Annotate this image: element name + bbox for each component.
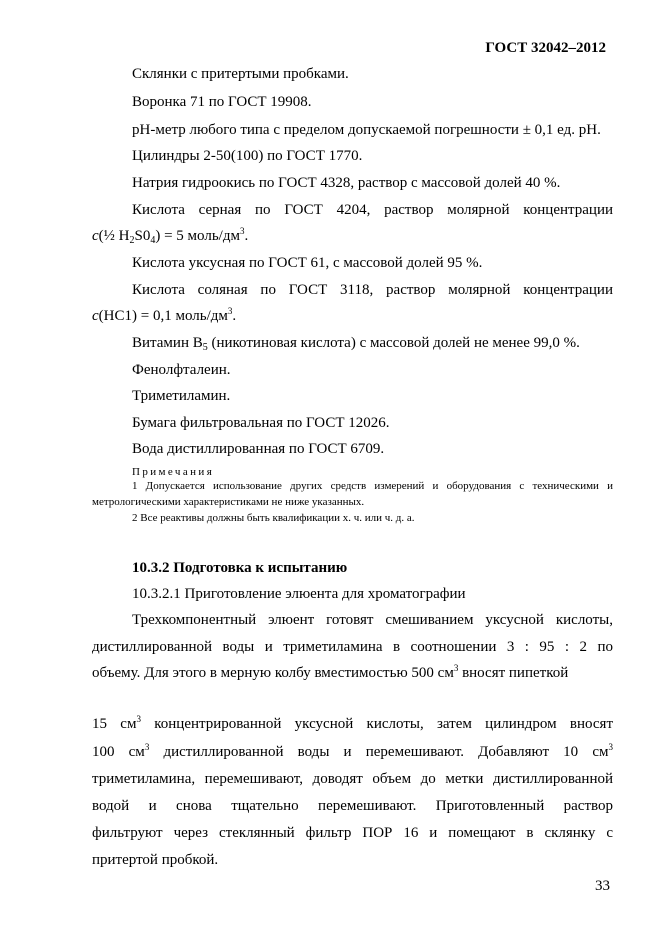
paragraph-line: триметиламина, перемешивают, доводят объем до метки дистиллированной [92,771,613,787]
list-item-continuation: c(HC1) = 0,1 моль/$дм^3$. [92,306,237,324]
document-header: ГОСТ 32042–2012 [485,40,606,56]
paragraph-line: 15 $см^3$ концентрированной уксусной кислоты, затем цилиндром вносят [92,714,613,732]
note-item: 1 Допускается использование других средств измерений и оборудования с техническими и [132,480,613,492]
subsection-heading: 10.3.2.1 Приготовление элюента для хроматографии [132,586,466,602]
section-heading: 10.3.2 Подготовка к испытанию [132,560,348,576]
list-item: pH-метр любого типа с пределом допускаемой погрешности ± 0,1 ед. pH. [132,122,601,138]
list-item: Витамин $B_5$ (никотиновая кислота) с массовой долей не менее 99,0 %. [132,335,580,353]
paragraph-line: фильтруют через стеклянный фильтр ПОР 16 и помещают в склянку с [92,825,613,841]
paragraph-line: 100 $см^3$ дистиллированной воды и перемешивают. Добавляют 10 $см^3$ [92,742,613,760]
list-item: Воронка 71 по ГОСТ 19908. [132,94,312,110]
list-item: Кислота серная по ГОСТ 4204, раствор молярной концентрации [132,202,613,218]
list-item: Кислота уксусная по ГОСТ 61, с массовой долей 95 %. [132,255,483,271]
list-item: Натрия гидроокись по ГОСТ 4328, раствор с массовой долей 40 %. [132,175,561,191]
page-number: 33 [595,878,610,894]
paragraph-line: притертой пробкой. [92,852,219,868]
list-item: Бумага фильтровальная по ГОСТ 12026. [132,415,390,431]
paragraph-line: объему. Для этого в мерную колбу вместимостью 500 $см^3$ вносят пипеткой [92,663,569,681]
list-item-continuation: c(½ $H_2S0_4) = 5$ моль/$дм^3$. [92,226,249,246]
note-item: 2 Все реактивы должны быть квалификации х. ч. или ч. д. а. [132,512,415,524]
paragraph-line: водой и снова тщательно перемешивают. Приготовленный раствор [92,798,613,814]
notes-title: Примечания [132,466,215,478]
list-item: Склянки с притертыми пробками. [132,66,349,82]
list-item: Вода дистиллированная по ГОСТ 6709. [132,441,385,457]
list-item: Кислота соляная по ГОСТ 3118, раствор молярной концентрации [132,282,613,298]
paragraph-line: Трехкомпонентный элюент готовят смешиванием уксусной кислоты, [132,612,613,628]
paragraph-line: дистиллированной воды и триметиламина в соотношении 3 : 95 : 2 по [92,639,613,655]
list-item: Цилиндры 2-50(100) по ГОСТ 1770. [132,148,363,164]
list-item: Триметиламин. [132,388,231,404]
note-item-continuation: метрологическими характеристиками не ниже указанных. [92,496,365,508]
list-item: Фенолфталеин. [132,362,231,378]
